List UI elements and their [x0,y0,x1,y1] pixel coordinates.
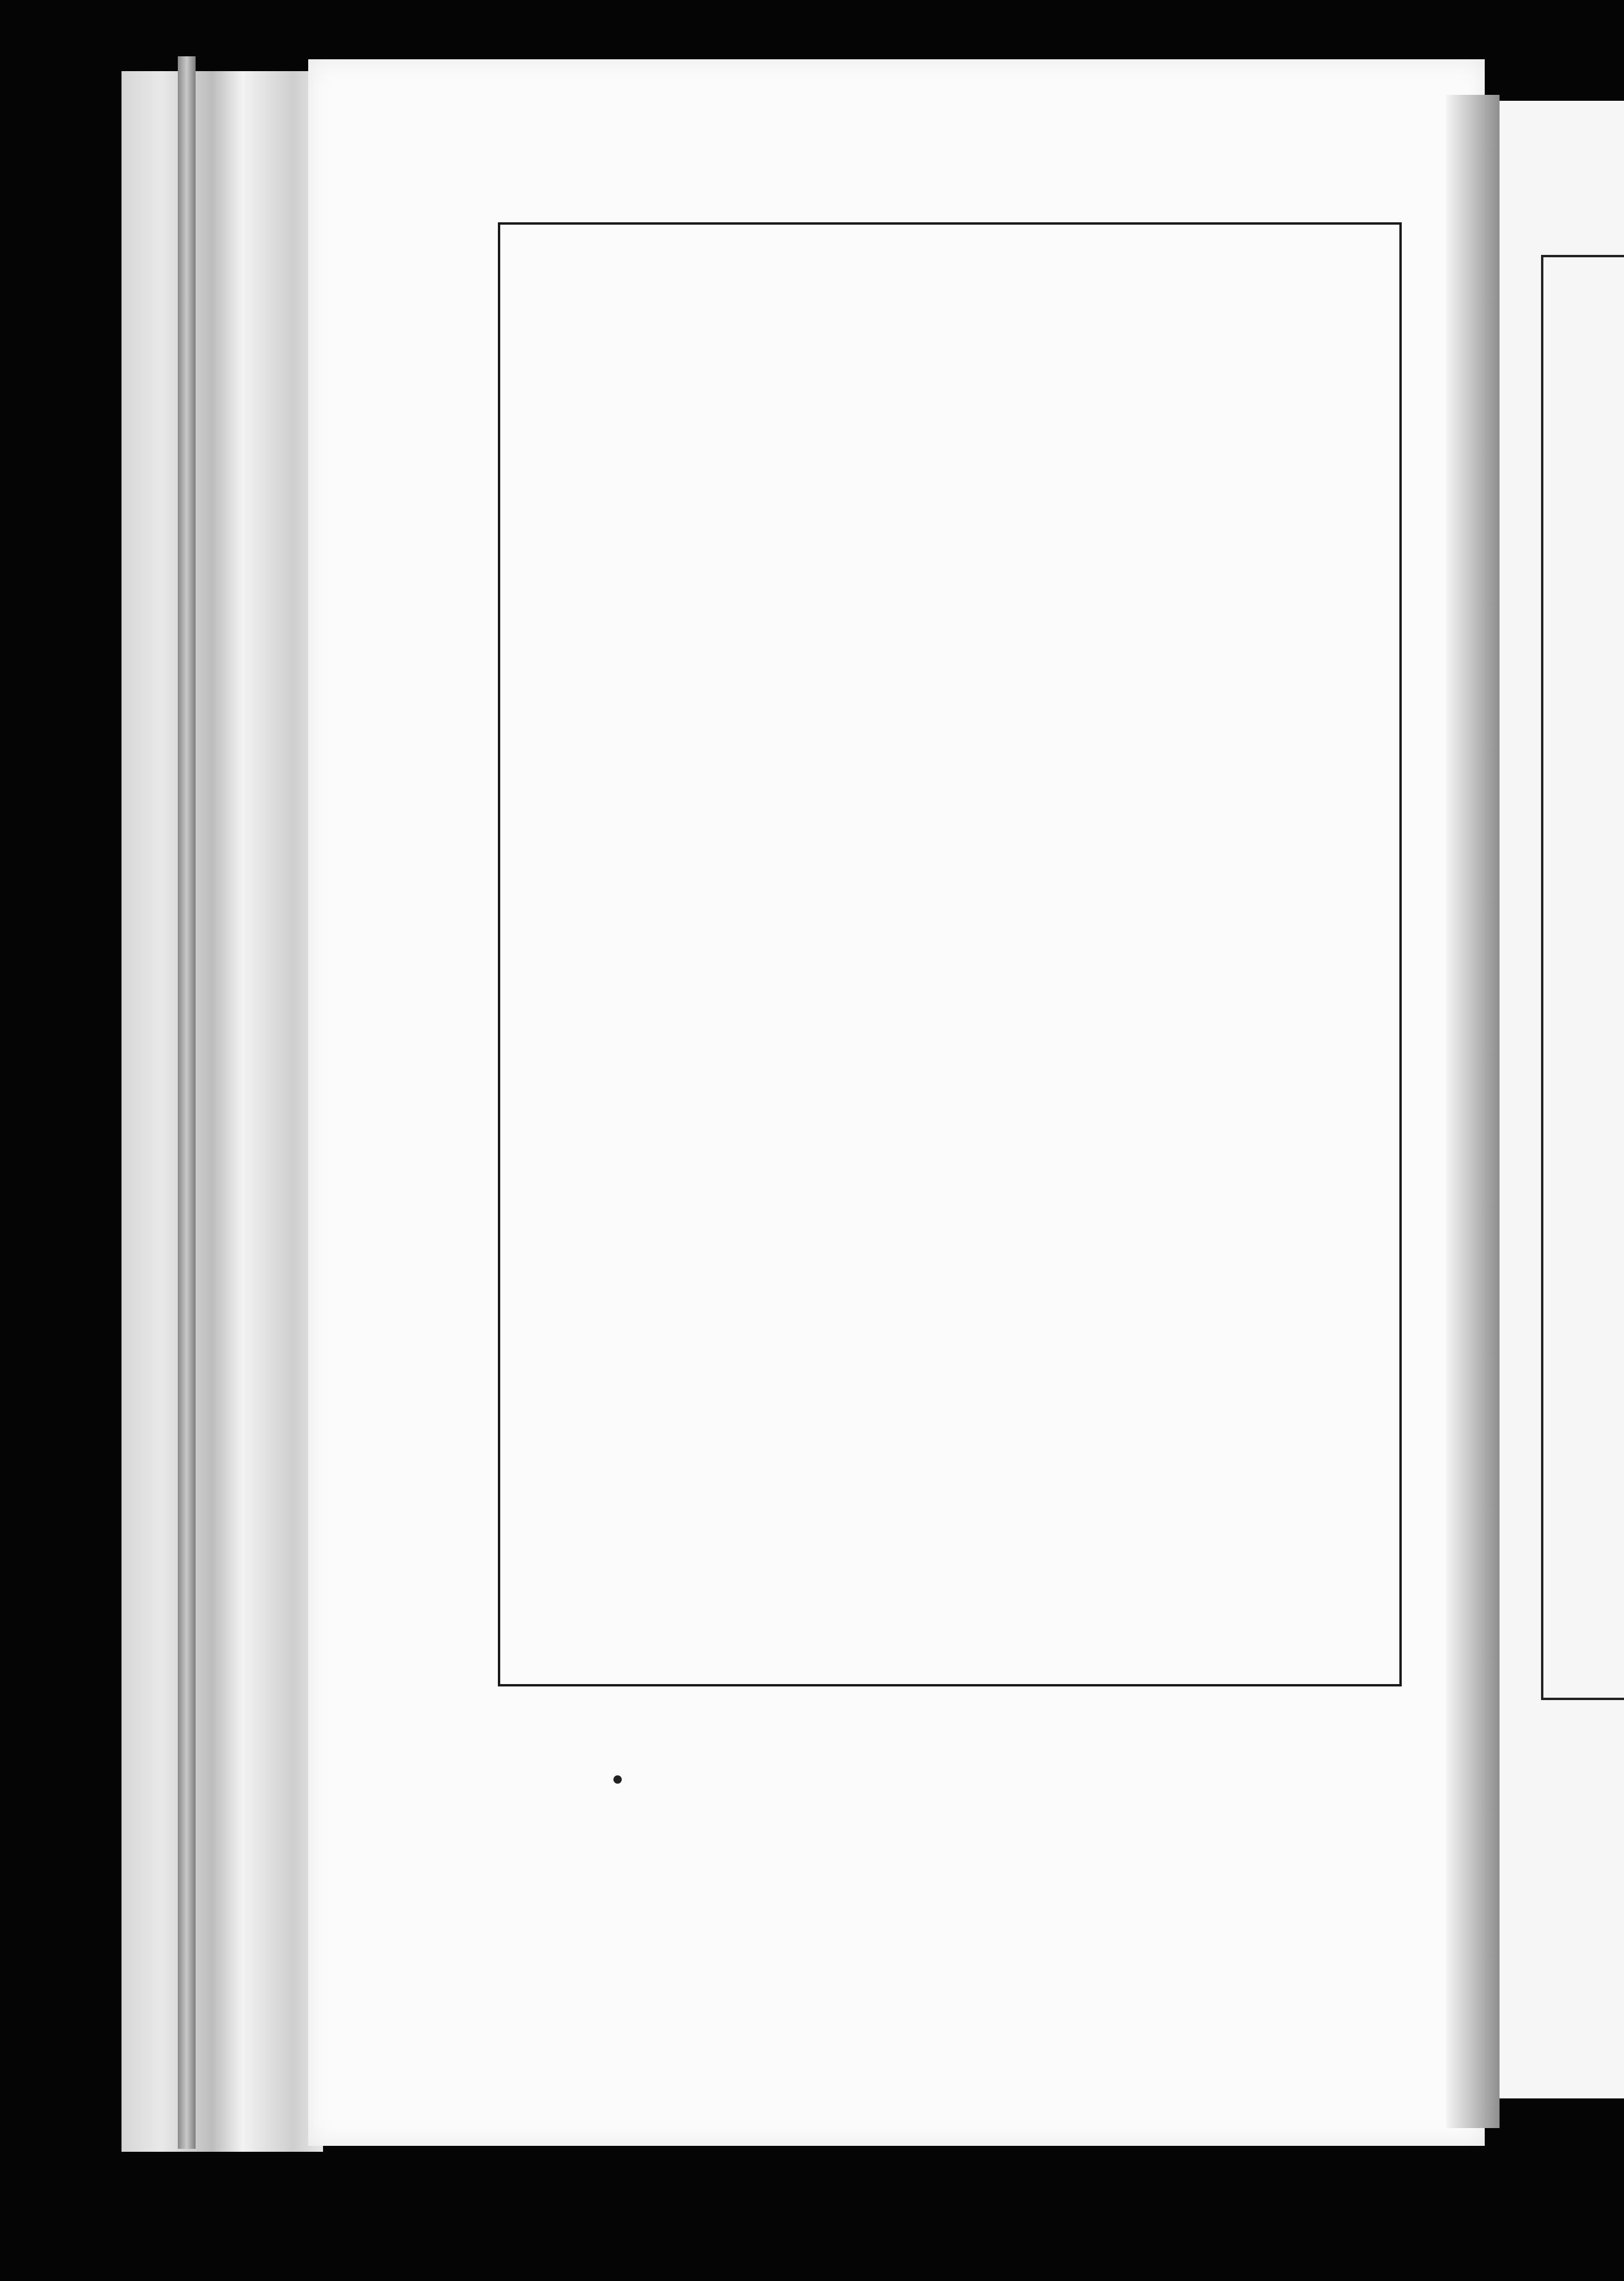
page-gutter-fold [1446,95,1500,2128]
ink-speck [613,1775,622,1784]
page-stack-left [122,71,323,2152]
text-block-frame [498,222,1402,1686]
page-stack-edge [178,56,196,2149]
facing-page-border [1541,255,1624,1700]
